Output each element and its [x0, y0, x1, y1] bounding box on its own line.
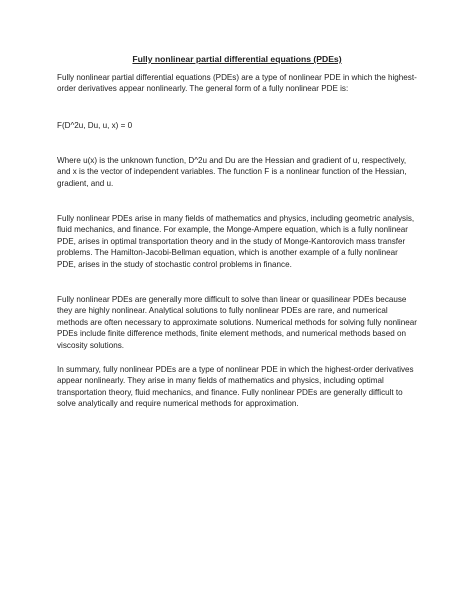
intro-paragraph: Fully nonlinear partial differential equations (PDEs) are a type of nonlinear PDE in which the highest-order derivatives appear nonlinearly. The general form of a fully nonlinear PDE is:	[57, 73, 417, 94]
difficulty-paragraph: Fully nonlinear PDEs are generally more difficult to solve than linear or quasilinear PDEs because they are highly nonlinear. Analytical solutions to fully nonlinear PDEs are rare, and numerical methods are often necessary to approximate solutions. Numerical methods for solving fully nonlinear PDEs include finite difference methods, finite element methods, and numerical methods based on viscosity solutions.	[57, 295, 417, 350]
formula-paragraph: F(D^2u, Du, u, x) = 0	[57, 121, 133, 130]
summary-paragraph: In summary, fully nonlinear PDEs are a type of nonlinear PDE in which the highest-order derivatives appear nonlinearly. They arise in many fields of mathematics and physics, including optimal transportation theory, fluid mechanics, and finance. Fully nonlinear PDEs are generally difficult to solve analytically and require numerical methods for approximation.	[57, 365, 414, 409]
applications-paragraph: Fully nonlinear PDEs arise in many fields of mathematics and physics, including geometric analysis, fluid mechanics, and finance. For example, the Monge-Ampere equation, which is a fully nonlinear PDE, arises in optimal transportation theory and in the study of Monge-Kantorovich mass transfer problems. The Hamilton-Jacobi-Bellman equation, which is another example of a fully nonlinear PDE, arises in the study of stochastic control problems in finance.	[57, 214, 415, 269]
definitions-paragraph: Where u(x) is the unknown function, D^2u and Du are the Hessian and gradient of u, respectively, and x is the vector of independent variables. The function F is a nonlinear function of the Hessian, gradient, and u.	[57, 156, 407, 188]
document-title: Fully nonlinear partial differential equations (PDEs)	[132, 54, 342, 64]
